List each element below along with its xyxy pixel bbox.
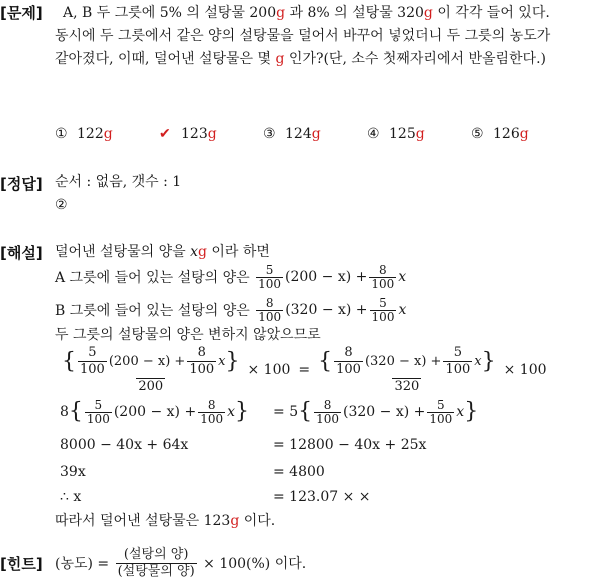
choice-2[interactable]: ✔ 123 g xyxy=(159,126,217,142)
explanation-line-b: B 그릇에 들어 있는 설탕의 양은 $\frac{8}{100}$ (320 − x) + $\frac{5}{100}$ x xyxy=(55,295,407,324)
explanation-line-a: A 그릇에 들어 있는 설탕의 양은 $\frac{5}{100}$ (200 − x) + $\frac{8}{100}$ x xyxy=(55,262,407,291)
explanation-conclusion: 따라서 덜어낸 설탕물은 123g 이다. xyxy=(55,513,276,529)
answer-order-text: 순서 : 없음, 갯수 : 1 xyxy=(55,174,182,190)
choice-marker: ④ xyxy=(367,126,380,142)
equation-row-4-left: 39x xyxy=(60,464,86,480)
choice-3[interactable]: ③ 124 g xyxy=(263,126,321,142)
problem-label: [문제] xyxy=(0,4,43,22)
explanation-line-c: 두 그릇의 설탕물의 양은 변하지 않았으므로 xyxy=(55,327,321,343)
problem-line-2: 동시에 두 그릇에서 같은 양의 설탕물을 덜어서 바꾸어 넣었더니 두 그릇의 농도가 xyxy=(55,28,551,44)
choice-1[interactable]: ① 122 g xyxy=(55,126,113,142)
choice-marker: ③ xyxy=(263,126,276,142)
equation-row-5-left: ∴ x xyxy=(60,489,82,505)
choice-marker: ① xyxy=(55,126,68,142)
fraction-8-100: $\frac{8}{100}$ xyxy=(371,262,395,291)
choice-marker: ⑤ xyxy=(471,126,484,142)
equation-row-braces-right: = 5 { $\frac{8}{100}$ (320 − x) + $\frac{5}{100}$ x } xyxy=(273,397,479,426)
choice-5[interactable]: ⑤ 126 g xyxy=(471,126,529,142)
fraction-5-100: $\frac{5}{100}$ xyxy=(258,262,282,291)
equation-row-braces-left: 8 { $\frac{5}{100}$ (200 − x) + $\frac{8}{100}$ x } xyxy=(60,397,249,426)
hint-formula: (농도) = $\frac{\text{(설탕의 양)}}{\text{(설탕물의 양)}}$ × 100(%) 이다. xyxy=(55,546,307,579)
fraction-8-100: $\frac{8}{100}$ xyxy=(258,295,282,324)
choice-list xyxy=(55,126,575,142)
fraction-5-100: $\frac{5}{100}$ xyxy=(371,295,395,324)
choice-4[interactable]: ④ 125 g xyxy=(367,126,425,142)
problem-line-1: A, B 두 그릇에 5% 의 설탕물 200g 과 8% 의 설탕물 320g 이 각각 들어 있다. xyxy=(63,5,550,21)
equation-row-3-right: = 12800 − 40x + 25x xyxy=(273,437,427,453)
answer-label: [정답] xyxy=(0,175,43,193)
equation-row-4-right: = 4800 xyxy=(273,464,325,480)
left-big-fraction: { $\frac{5}{100}$ (200 − x) + $\frac{8}{100}$ x } 200 xyxy=(62,345,240,394)
answer-mark: ② xyxy=(55,197,68,213)
right-big-fraction: { $\frac{8}{100}$ (320 − x) + $\frac{5}{100}$ x } 320 xyxy=(318,345,496,394)
equation-row-5-right: = 123.07 × × xyxy=(273,489,371,505)
equation-row-3-left: 8000 − 40x + 64x xyxy=(60,437,189,453)
check-icon: ✔ xyxy=(159,126,171,142)
explanation-label: [해설] xyxy=(0,244,43,262)
explanation-line-1: 덜어낸 설탕물의 양을 xg 이라 하면 xyxy=(55,244,270,260)
equation-fraction-row: { $\frac{5}{100}$ (200 − x) + $\frac{8}{100}$ x } 200 × 100 = { $\frac{8}{100}$ (320 − x) + $\frac{5}{100}$ x } 320 × 100 xyxy=(62,345,547,394)
problem-line-3: 같아졌다, 이때, 덜어낸 설탕물은 몇 g 인가?(단, 소수 첫째자리에서 반올림한다.) xyxy=(55,51,546,67)
hint-label: [힌트] xyxy=(0,555,43,573)
